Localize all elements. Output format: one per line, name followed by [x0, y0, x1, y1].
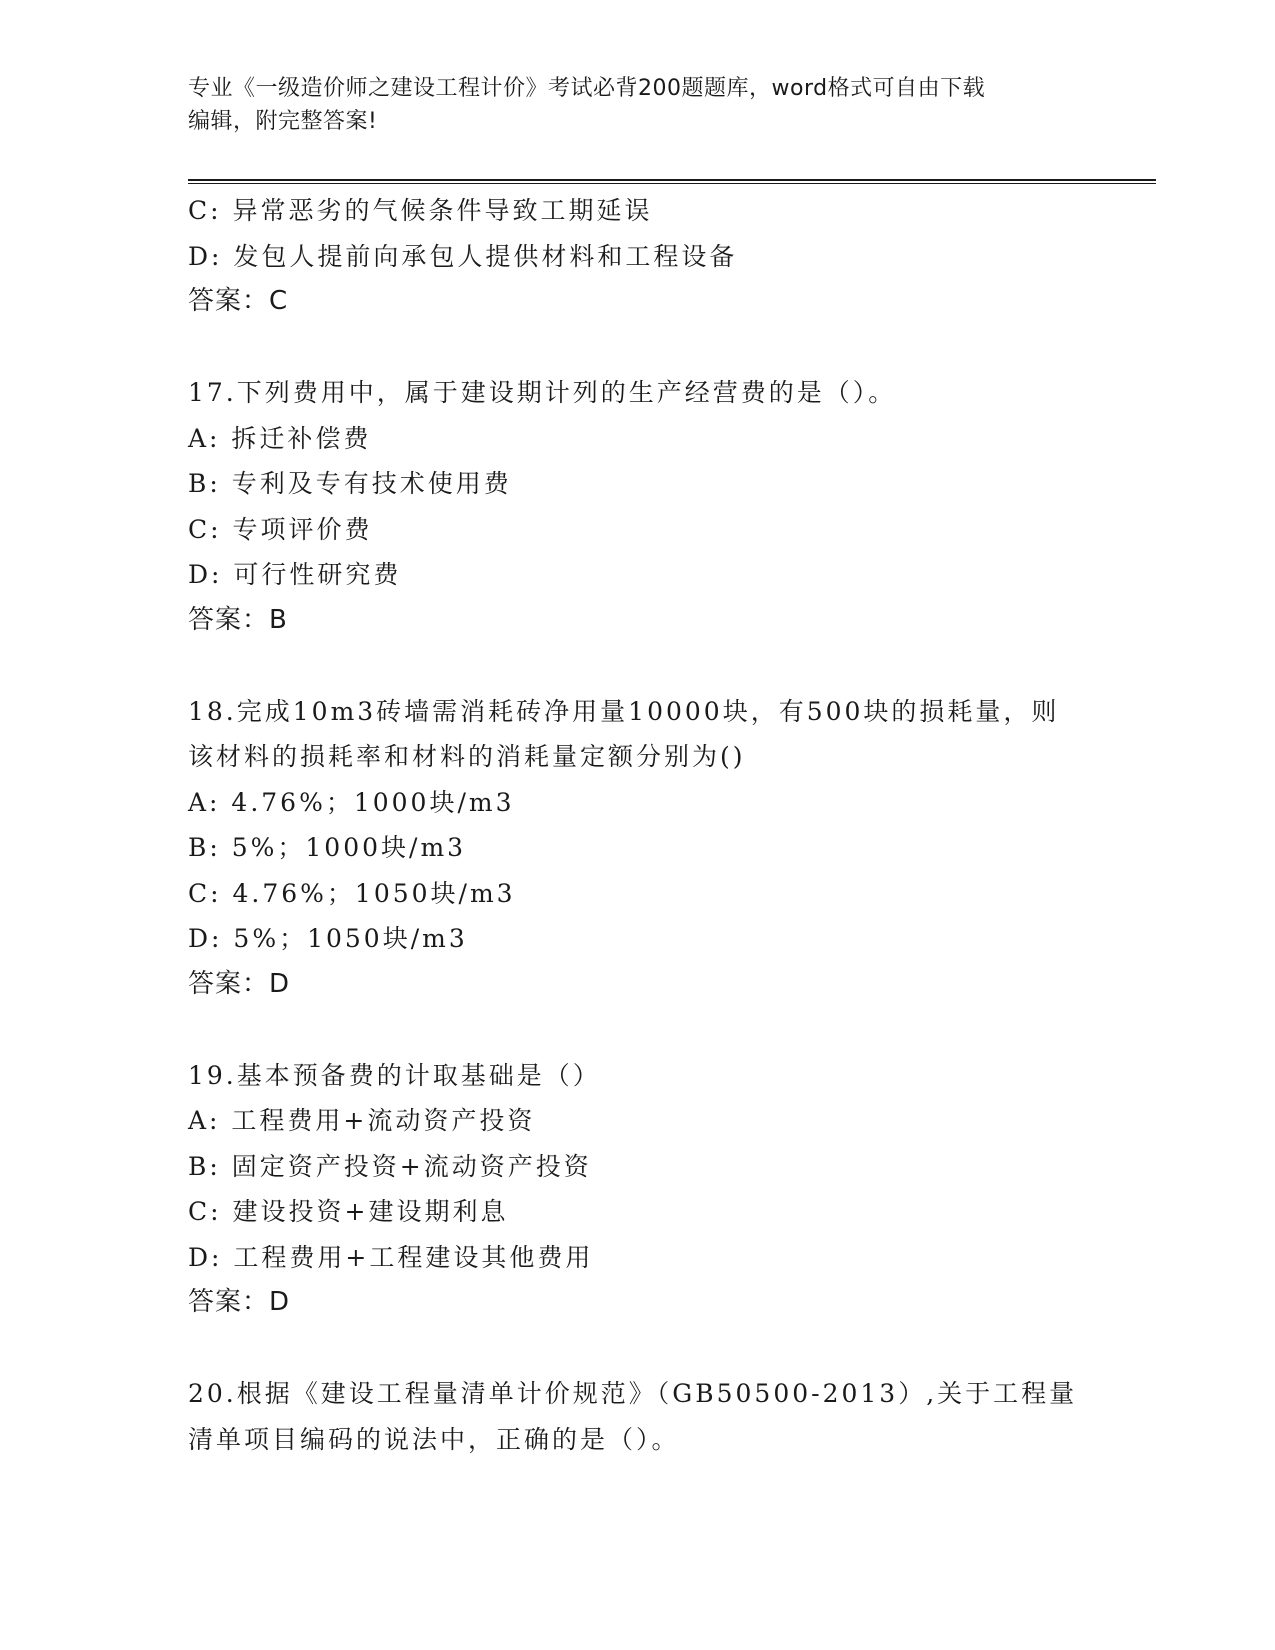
spacer — [188, 1326, 1088, 1372]
header-line-2: 编辑，附完整答案! — [188, 109, 378, 134]
answer-line: 答案：D — [188, 1287, 291, 1317]
option-b: B: 专利及专有技术使用费 — [188, 469, 512, 498]
answer-line: 答案：C — [188, 286, 289, 316]
option-d: D: 可行性研究费 — [188, 560, 402, 589]
option-d: D: 5%；1050块/m3 — [188, 924, 468, 953]
option-a: A: 拆迁补偿费 — [188, 423, 372, 453]
option-d: D: 工程费用+工程建设其他费用 — [188, 1242, 594, 1272]
question-17 — [188, 370, 1088, 643]
option-c: C: 异常恶劣的气候条件导致工期延误 — [188, 196, 653, 225]
question-16-tail — [188, 188, 1088, 325]
option-c: C: 4.76%；1050块/m3 — [188, 878, 516, 908]
option-a: A: 工程费用+流动资产投资 — [188, 1106, 536, 1135]
spacer — [188, 325, 1088, 371]
question-stem-line-2: 该材料的损耗率和材料的消耗量定额分别为() — [188, 742, 746, 771]
question-stem-line-1: 18.完成10m3砖墙需消耗砖净用量10000块，有500块的损耗量，则 — [188, 696, 1060, 726]
question-20 — [188, 1371, 1088, 1462]
option-a: A: 4.76%；1000块/m3 — [188, 787, 515, 817]
header-line-1: 专业《一级造价师之建设工程计价》考试必背200题题库，word格式可自由下载 — [188, 76, 986, 101]
question-list — [188, 188, 1088, 1462]
document-header — [188, 72, 1088, 138]
option-d: D: 发包人提前向承包人提供材料和工程设备 — [188, 241, 738, 271]
answer-line: 答案：D — [188, 968, 291, 999]
question-stem: 19.基本预备费的计取基础是（） — [188, 1060, 601, 1090]
option-b: B: 5%；1000块/m3 — [188, 833, 467, 862]
spacer — [188, 1007, 1088, 1053]
option-c: C: 建设投资+建设期利息 — [188, 1197, 509, 1226]
question-stem-line-2: 清单项目编码的说法中，正确的是（）。 — [188, 1424, 680, 1454]
option-c: C: 专项评价费 — [188, 514, 373, 544]
question-stem-line-1: 20.根据《建设工程量清单计价规范》（GB50500-2013）,关于工程量 — [188, 1379, 1078, 1408]
question-stem: 17.下列费用中，属于建设期计列的生产经营费的是（）。 — [188, 378, 897, 407]
answer-line: 答案：B — [188, 604, 288, 635]
option-b: B: 固定资产投资+流动资产投资 — [188, 1151, 592, 1181]
header-divider — [188, 179, 1156, 184]
spacer — [188, 643, 1088, 689]
question-19 — [188, 1053, 1088, 1326]
question-18 — [188, 689, 1088, 1008]
